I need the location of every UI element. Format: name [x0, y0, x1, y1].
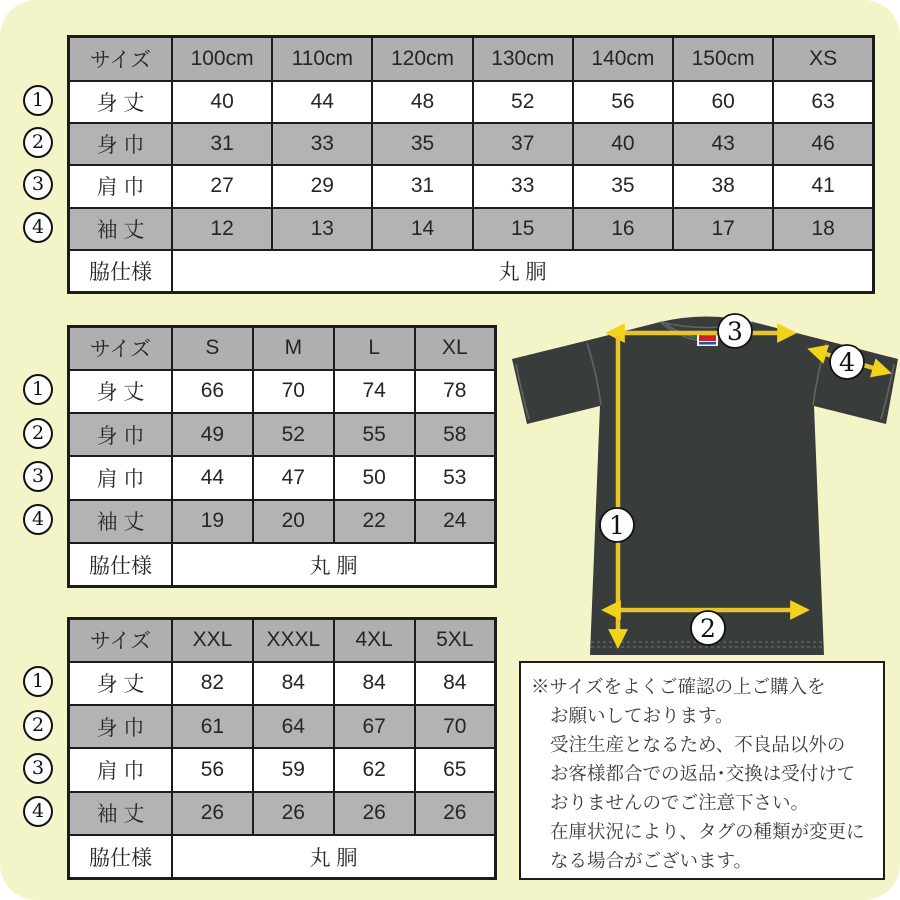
size-column-4XL: 4XL: [334, 619, 415, 662]
measurement-value: 60: [673, 81, 773, 123]
table-row: [69, 500, 496, 543]
measurement-value: 50: [334, 456, 415, 499]
table-row: [69, 81, 874, 123]
header-row: [69, 37, 874, 81]
note-line: おりませんのでご注意下さい。: [550, 792, 810, 813]
measurement-value: 66: [172, 370, 253, 413]
circled-number-2: 2: [700, 614, 716, 643]
measurement-value: 13: [272, 208, 372, 250]
size-column-L: L: [334, 327, 415, 370]
circled-number-3: 3: [727, 317, 743, 346]
measurement-value: 33: [272, 123, 372, 165]
row-label: 身 丈: [69, 81, 173, 123]
measurement-value: 44: [272, 81, 372, 123]
size-column-XXXL: XXXL: [253, 619, 334, 662]
measurement-value: 41: [773, 165, 873, 207]
row-markers-table2: [23, 368, 53, 542]
measurement-value: 63: [773, 81, 873, 123]
circled-number-1: 1: [23, 85, 53, 116]
row-label: 袖 丈: [69, 792, 173, 835]
table-row: [69, 165, 874, 207]
measurement-value: 67: [334, 705, 415, 748]
table-row: [69, 792, 496, 835]
footer-row: [69, 250, 874, 292]
table-row: [69, 705, 496, 748]
size-column-150cm: 150cm: [673, 37, 773, 81]
table-row: [69, 456, 496, 499]
measurement-value: 35: [372, 123, 472, 165]
measurement-value: 37: [473, 123, 573, 165]
footer-label: 脇仕様: [69, 543, 173, 586]
note-line: お願いしております。: [550, 705, 734, 726]
circled-number-4: 4: [23, 796, 53, 827]
size-header-cell: サイズ: [69, 619, 173, 662]
size-table-xxl-5xl: [67, 617, 497, 877]
measurement-value: 19: [172, 500, 253, 543]
footer-label: 脇仕様: [69, 250, 173, 292]
size-column-120cm: 120cm: [372, 37, 472, 81]
measurement-value: 70: [415, 705, 496, 748]
size-column-100cm: 100cm: [172, 37, 272, 81]
measurement-value: 17: [673, 208, 773, 250]
purchase-note-box: [519, 661, 885, 880]
table-row: [69, 748, 496, 791]
measurement-value: 59: [253, 748, 334, 791]
measurement-value: 82: [172, 662, 253, 705]
size-column-5XL: 5XL: [415, 619, 496, 662]
marker-slot: [23, 790, 53, 833]
footer-label: 脇仕様: [69, 835, 173, 878]
measurement-value: 40: [172, 81, 272, 123]
measurement-value: 38: [673, 165, 773, 207]
measurement-value: 84: [415, 662, 496, 705]
circled-number-1: 1: [23, 374, 53, 405]
measurement-value: 52: [473, 81, 573, 123]
row-markers-table1: [23, 79, 53, 249]
size-column-130cm: 130cm: [473, 37, 573, 81]
measurement-value: 26: [415, 792, 496, 835]
size-table-kids-xs: [67, 35, 875, 291]
measurement-value: 24: [415, 500, 496, 543]
marker-slot: [23, 206, 53, 248]
circled-number-2: 2: [23, 127, 53, 158]
note-line: 在庫状況により、タグの種類が変更に: [550, 821, 865, 842]
circled-number-1: 1: [609, 511, 625, 540]
row-label: 袖 丈: [69, 208, 173, 250]
marker-slot: [23, 79, 53, 121]
header-row: [69, 327, 496, 370]
measurement-value: 84: [253, 662, 334, 705]
measurement-value: 29: [272, 165, 372, 207]
footer-row: [69, 543, 496, 586]
measurement-value: 18: [773, 208, 873, 250]
measurement-value: 35: [573, 165, 673, 207]
size-column-XL: XL: [415, 327, 496, 370]
measurement-value: 52: [253, 413, 334, 456]
measurement-value: 27: [172, 165, 272, 207]
row-label: 袖 丈: [69, 500, 173, 543]
note-line: ※サイズをよくご確認の上ご購入を: [531, 676, 826, 697]
size-table-s-xl: [67, 325, 497, 588]
row-label: 肩 巾: [69, 748, 173, 791]
circled-number-4: 4: [23, 212, 53, 243]
note-line: なる場合がございます。: [550, 850, 753, 871]
footer-row: [69, 835, 496, 878]
measurement-value: 55: [334, 413, 415, 456]
measurement-value: 53: [415, 456, 496, 499]
size-column-XXL: XXL: [172, 619, 253, 662]
measurement-value: 33: [473, 165, 573, 207]
measurement-value: 62: [334, 748, 415, 791]
row-label: 身 巾: [69, 123, 173, 165]
size-column-S: S: [172, 327, 253, 370]
marker-slot: [23, 498, 53, 541]
size-column-140cm: 140cm: [573, 37, 673, 81]
measurement-value: 49: [172, 413, 253, 456]
marker-slot: [23, 747, 53, 790]
table-row: [69, 123, 874, 165]
measurement-value: 78: [415, 370, 496, 413]
circled-number-4: 4: [839, 348, 855, 377]
measurement-value: 15: [473, 208, 573, 250]
measurement-value: 31: [172, 123, 272, 165]
circled-number-2: 2: [23, 710, 53, 741]
circled-number-3: 3: [23, 461, 53, 492]
row-label: 肩 巾: [69, 456, 173, 499]
size-table-xxl-5xl: [67, 617, 497, 880]
marker-slot: [23, 455, 53, 498]
measurement-value: 22: [334, 500, 415, 543]
note-line: 受注生産となるため、不良品以外の: [550, 734, 846, 755]
measurement-value: 61: [172, 705, 253, 748]
measurement-value: 40: [573, 123, 673, 165]
measurement-value: 84: [334, 662, 415, 705]
row-label: 身 巾: [69, 705, 173, 748]
size-header-cell: サイズ: [69, 327, 173, 370]
marker-slot: [23, 703, 53, 746]
marker-slot: [23, 660, 53, 703]
measurement-value: 26: [253, 792, 334, 835]
measurement-value: 56: [172, 748, 253, 791]
measurement-value: 74: [334, 370, 415, 413]
circled-number-1: 1: [23, 666, 53, 697]
measurement-value: 65: [415, 748, 496, 791]
measurement-value: 31: [372, 165, 472, 207]
marker-slot: [23, 411, 53, 454]
size-table-s-xl: [67, 325, 497, 585]
measurement-value: 20: [253, 500, 334, 543]
table-row: [69, 370, 496, 413]
size-table-kids-xs: [67, 35, 875, 294]
row-markers-table3: [23, 660, 53, 834]
table-row: [69, 413, 496, 456]
measurement-value: 47: [253, 456, 334, 499]
measurement-value: 26: [172, 792, 253, 835]
measurement-value: 70: [253, 370, 334, 413]
note-line: お客様都合での返品･交換は受付けて: [550, 763, 856, 784]
measurement-value: 16: [573, 208, 673, 250]
size-column-M: M: [253, 327, 334, 370]
row-label: 身 丈: [69, 662, 173, 705]
measurement-value: 56: [573, 81, 673, 123]
size-header-cell: サイズ: [69, 37, 173, 81]
row-label: 身 丈: [69, 370, 173, 413]
footer-value: 丸 胴: [172, 543, 496, 586]
table-row: [69, 662, 496, 705]
measurement-value: 48: [372, 81, 472, 123]
measurement-value: 46: [773, 123, 873, 165]
measurement-value: 58: [415, 413, 496, 456]
measurement-value: 44: [172, 456, 253, 499]
size-column-110cm: 110cm: [272, 37, 372, 81]
marker-slot: [23, 368, 53, 411]
row-label: 身 巾: [69, 413, 173, 456]
measurement-value: 12: [172, 208, 272, 250]
row-label: 肩 巾: [69, 165, 173, 207]
size-column-XS: XS: [773, 37, 873, 81]
measurement-value: 64: [253, 705, 334, 748]
marker-slot: [23, 121, 53, 163]
measurement-value: 26: [334, 792, 415, 835]
circled-number-3: 3: [23, 753, 53, 784]
circled-number-2: 2: [23, 418, 53, 449]
marker-slot: [23, 164, 53, 206]
footer-value: 丸 胴: [172, 835, 496, 878]
header-row: [69, 619, 496, 662]
tshirt-measurement-diagram: [500, 310, 900, 660]
footer-value: 丸 胴: [172, 250, 874, 292]
circled-number-3: 3: [23, 169, 53, 200]
table-row: [69, 208, 874, 250]
circled-number-4: 4: [23, 504, 53, 535]
measurement-value: 14: [372, 208, 472, 250]
measurement-value: 43: [673, 123, 773, 165]
